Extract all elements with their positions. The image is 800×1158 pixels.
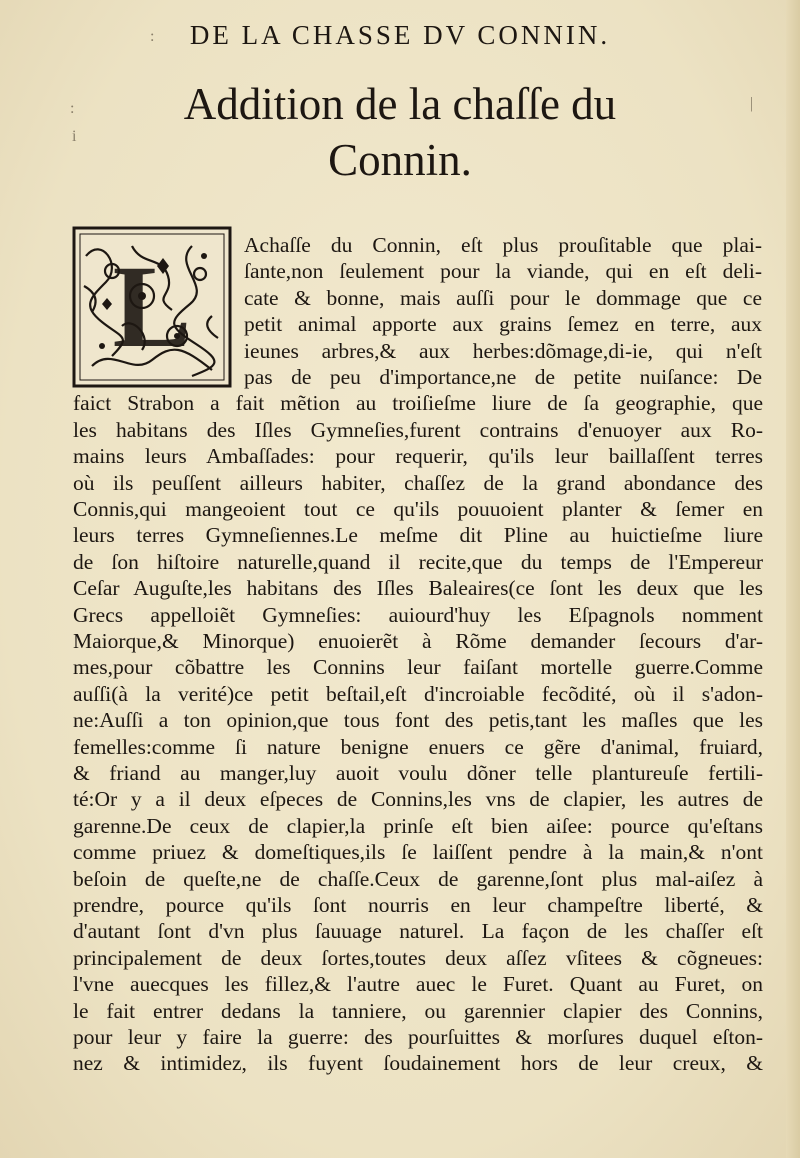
text-line: où ils peuſſent ailleurs habiter, chaſſez de la grand abondance des xyxy=(73,470,763,495)
decorated-initial-letter xyxy=(72,226,232,388)
margin-mark: | xyxy=(750,95,754,112)
running-head: DE LA CHASSE DV CONNIN. xyxy=(189,20,611,50)
text-line: l'vne auecques les fillez,& l'autre auec le Furet. Quant au Furet, on xyxy=(73,972,763,997)
text-line: le fait entrer dedans la tanniere, ou garennier clapier des Connins, xyxy=(73,998,763,1023)
text-line: les habitans des Iſles Gymneſies,furent contrains d'enuoyer aux Ro- xyxy=(73,417,763,442)
text-line: garenne.De ceux de clapier,la prinſe eſt bien aiſee: pource qu'eſtans xyxy=(73,813,763,838)
text-line: & friand au manger,luy auoit voulu dõner telle plantureuſe fertili- xyxy=(73,761,763,785)
text-line: d'autant ſont d'vn plus ſauuage naturel. La façon de les chaſſer eſt xyxy=(73,919,763,944)
text-line: mes,pour cõbattre les Connins leur faiſant mortelle guerre.Comme xyxy=(73,655,763,680)
initial-glyph: L xyxy=(112,241,192,372)
margin-mark: i xyxy=(72,128,77,145)
text-line: nez & intimidez, ils fuyent ſoudainement hors de leur creux, & xyxy=(73,1051,763,1076)
text-line: petit animal apporte aux grains ſemez en terre, aux xyxy=(244,312,762,337)
text-line: ſante,non ſeulement pour la viande, qui en eſt deli- xyxy=(244,259,762,284)
page-edge-shadow xyxy=(786,0,800,1158)
text-line: faict Strabon a fait mẽtion au troiſieſme liure de ſa geographie, que xyxy=(73,391,763,416)
text-line: Connis,qui mangeoient tout ce qu'ils pouuoient planter & ſemer en xyxy=(73,497,763,521)
text-line: de ſon hiſtoire naturelle,quand il recite,que du temps de l'Empereur xyxy=(73,549,763,574)
text-line: pour leur y faire la guerre: des pourſuittes & morſures duquel eſton- xyxy=(73,1025,763,1049)
text-line: Maiorque,& Minorque) enuoierẽt à Rõme demander ſecours d'ar- xyxy=(73,629,763,653)
text-line: principalement de deux ſortes,toutes deux aſſez vſitees & cõgneues: xyxy=(73,945,763,970)
chapter-title-line-1: Addition de la chaſſe du xyxy=(183,79,617,129)
text-line: Grecs appelloiẽt Gymneſies: auiourd'huy les Eſpagnols nomment xyxy=(73,602,763,627)
text-line: leurs terres Gymneſiennes.Le meſme dit Pline au huictieſme liure xyxy=(73,523,763,548)
text-line: prendre, pource qu'ils ſont nourris en leur champeſtre liberté, & xyxy=(73,893,763,917)
text-line: ieunes arbres,& aux herbes:dõmage,di-ie, qui n'eſt xyxy=(244,338,762,363)
ornament-icon xyxy=(72,226,232,388)
text-line: té:Or y a il deux eſpeces de Connins,les vns de clapier, les autres de xyxy=(73,787,763,812)
text-line: Achaſſe du Connin, eſt plus prouſitable que plai- xyxy=(244,233,762,257)
text-line: auſſi(à la verité)ce petit beſtail,eſt d'incroiable fecõdité, où il s'adon- xyxy=(73,681,763,706)
text-line: mains leurs Ambaſſades: pour requerir, qu'ils leur baillaſſent terres xyxy=(73,444,763,469)
text-line: cate & bonne, mais auſſi pour le dommage que ce xyxy=(244,285,762,310)
text-line: femelles:comme ſi nature benigne enuers ce gẽre d'animal, fruiard, xyxy=(73,734,763,759)
margin-mark: : xyxy=(70,100,75,117)
text-line: ne:Auſſi a ton opinion,que tous font des petis,tant les maſles que les xyxy=(73,708,763,733)
text-line: beſoin de queſte,ne de chaſſe.Ceux de garenne,ſont plus mal-aiſez à xyxy=(73,866,763,891)
text-line: pas de peu d'importance,ne de petite nuiſance: De xyxy=(244,365,762,389)
text-line: comme priuez & domeſtiques,ils ſe laiſſent pendre à la main,& n'ont xyxy=(73,840,763,865)
chapter-title-line-2: Connin. xyxy=(328,135,472,185)
margin-mark: : xyxy=(150,28,155,45)
text-line: Ceſar Auguſte,les habitans des Iſles Baleaires(ce ſont les deux que les xyxy=(73,576,763,601)
